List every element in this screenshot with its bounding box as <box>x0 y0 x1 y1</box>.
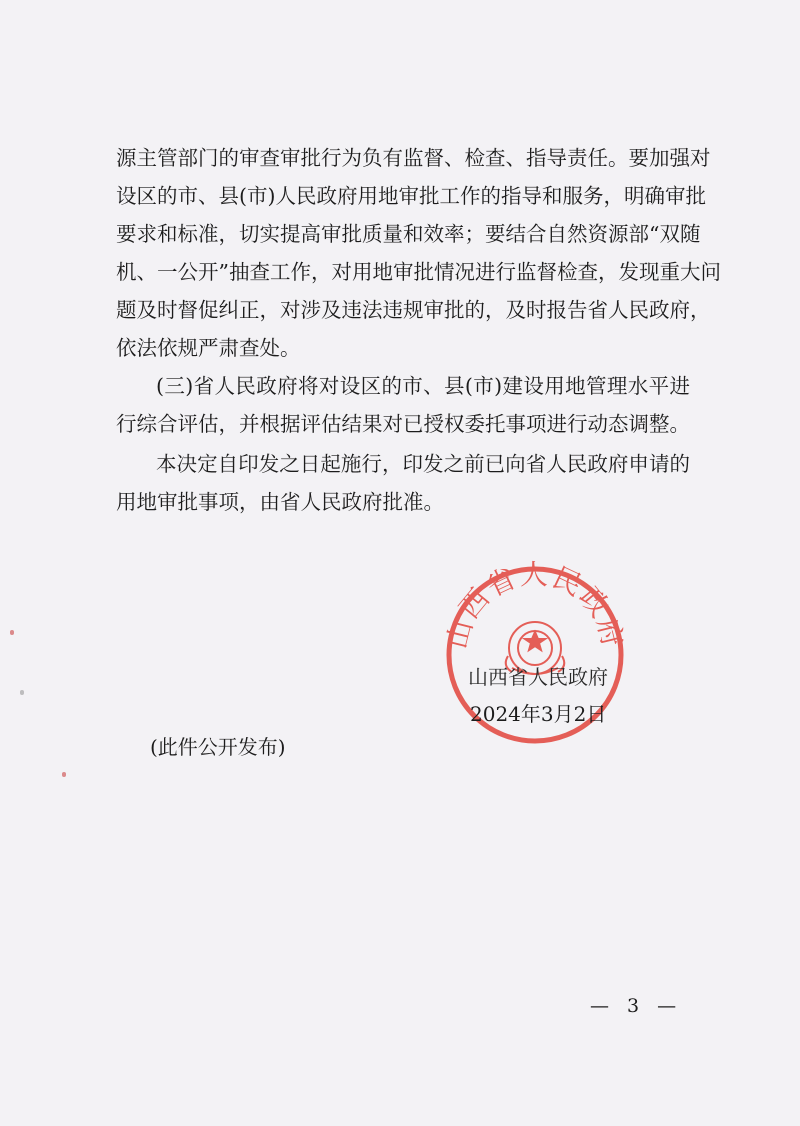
paragraph-line: 行综合评估，并根据评估结果对已授权委托事项进行动态调整。 <box>116 412 690 436</box>
seal-text: 山西省人民政府 <box>440 560 630 652</box>
paragraph-line: 本决定自印发之日起施行，印发之前已向省人民政府申请的 <box>156 452 690 476</box>
page-number: — 3 — <box>590 995 683 1017</box>
scan-speck <box>62 772 66 777</box>
signing-date: 2024年3月2日 <box>470 702 607 726</box>
scan-speck <box>20 690 24 695</box>
paragraph-line: (三)省人民政府将对设区的市、县(市)建设用地管理水平进 <box>156 374 690 398</box>
body-line: 设区的市、县(市)人民政府用地审批工作的指导和服务，明确审批 <box>116 184 706 208</box>
body-line: 源主管部门的审查审批行为负有监督、检查、指导责任。要加强对 <box>116 146 711 170</box>
paragraph-line: 用地审批事项，由省人民政府批准。 <box>116 490 444 514</box>
publication-notice: (此件公开发布) <box>150 735 286 759</box>
body-line: 机、一公开”抽查工作，对用地审批情况进行监督检查，发现重大问 <box>116 260 721 284</box>
scan-speck <box>10 630 14 635</box>
body-line: 要求和标准，切实提高审批质量和效率；要结合自然资源部“双随 <box>116 222 701 246</box>
body-line: 题及时督促纠正，对涉及违法违规审批的，及时报告省人民政府， <box>116 298 711 322</box>
body-line: 依法依规严肃查处。 <box>116 336 301 360</box>
signing-organization: 山西省人民政府 <box>468 665 608 689</box>
